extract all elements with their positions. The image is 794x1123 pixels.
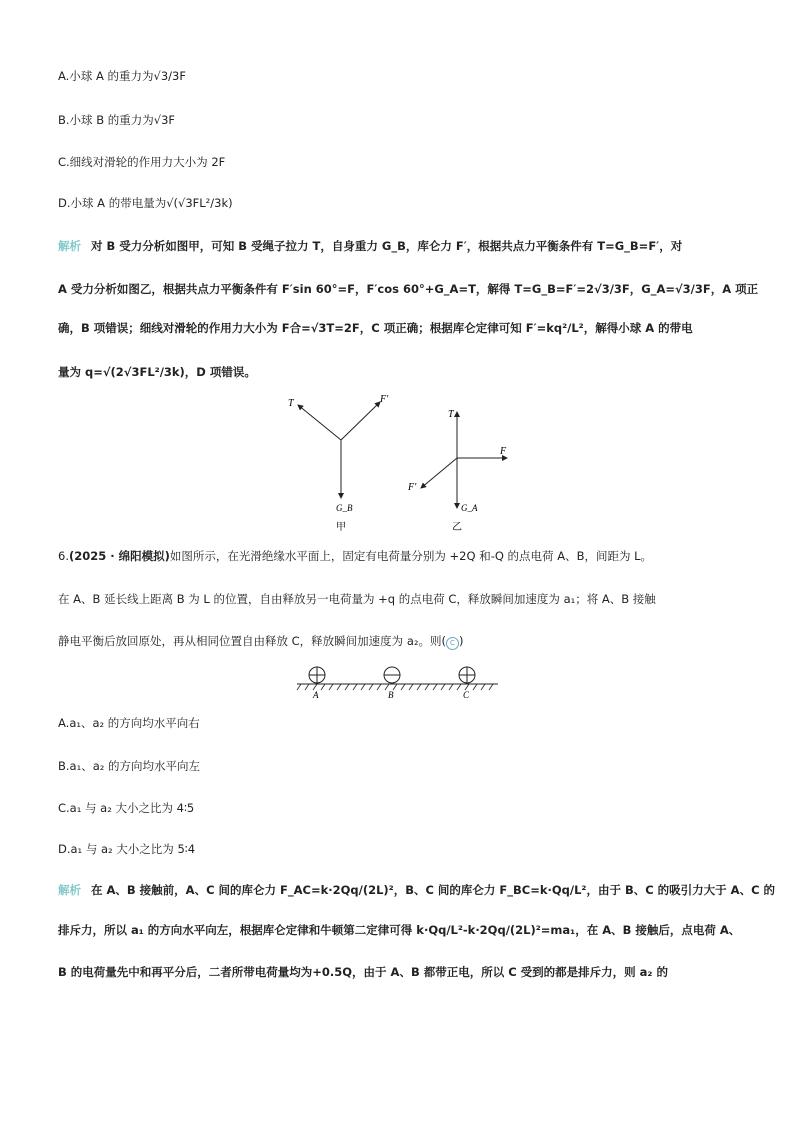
label-GB: G_B bbox=[336, 503, 353, 513]
q6-stem-line3: 静电平衡后放回原处，再从相同位置自由释放 C，释放瞬间加速度为 a₂。则( C ) bbox=[58, 634, 464, 648]
answer-marker: C bbox=[446, 637, 459, 650]
label-F-yi: F bbox=[500, 446, 507, 457]
charge-b-minus bbox=[384, 667, 400, 683]
charge-c-plus bbox=[459, 667, 475, 683]
label-T-jia: T bbox=[288, 398, 294, 409]
charge-a-plus bbox=[309, 667, 325, 683]
q6-option-c: C.a₁ 与 a₂ 大小之比为 4∶5 bbox=[58, 801, 195, 815]
q6-option-d: D.a₁ 与 a₂ 大小之比为 5∶4 bbox=[58, 842, 196, 856]
q6-option-b: B.a₁、a₂ 的方向均水平向左 bbox=[58, 759, 201, 773]
diagram-yi bbox=[407, 409, 507, 533]
label-Fprime-yi: F′ bbox=[408, 482, 417, 493]
diagram-jia bbox=[288, 394, 389, 533]
analysis-tag: 解析 bbox=[58, 883, 81, 897]
q5-option-a: A.小球 A 的重力为√3/3F bbox=[58, 69, 186, 83]
label-A: A bbox=[313, 690, 319, 700]
label-Fprime-jia: F′ bbox=[380, 394, 389, 405]
q5-analysis-line4: 量为 q=√(2√3FL²/3k)，D 项错误。 bbox=[58, 365, 256, 379]
q6-analysis-line1: 解析 在 A、B 接触前，A、C 间的库仑力 F_AC=k·2Qq/(2L)²，B、C 间的库仑力 F_BC=k·Qq/L²，由于 B、C 的吸引力大于 A、C 的 bbox=[58, 883, 776, 897]
q5-analysis-line2: A 受力分析如图乙，根据共点力平衡条件有 F′sin 60°=F，F′cos 60°+G_A=T，解得 T=G_B=F′=2√3/3F，G_A=√3/3F，A 项正 bbox=[58, 282, 759, 296]
q6-analysis-line3: B 的电荷量先中和再平分后，二者所带电荷量均为+0.5Q，由于 A、B 都带正电，所以 C 受到的都是排斥力，则 a₂ 的 bbox=[58, 965, 668, 979]
label-GA: G_A bbox=[461, 503, 478, 513]
caption-yi: 乙 bbox=[452, 522, 462, 533]
charges-figure bbox=[295, 660, 500, 702]
label-C: C bbox=[463, 690, 470, 700]
q6-stem-line2: 在 A、B 延长线上距离 B 为 L 的位置，自由释放另一电荷量为 +q 的点电荷 C，释放瞬间加速度为 a₁；将 A、B 接触 bbox=[58, 592, 656, 606]
force-diagrams bbox=[280, 390, 530, 535]
caption-jia: 甲 bbox=[336, 522, 346, 533]
q6-analysis-line2: 排斥力，所以 a₁ 的方向水平向左，根据库仑定律和牛顿第二定律可得 k·Qq/L²-k·2Qq/(2L)²=ma₁，在 A、B 接触后，点电荷 A、 bbox=[58, 923, 741, 937]
label-T-yi: T bbox=[448, 409, 454, 420]
q5-analysis-line1: 解析 对 B 受力分析如图甲，可知 B 受绳子拉力 T，自身重力 G_B，库仑力 F′，根据共点力平衡条件有 T=G_B=F′，对 bbox=[58, 239, 683, 253]
q5-option-b: B.小球 B 的重力为√3F bbox=[58, 113, 176, 127]
q5-option-d: D.小球 A 的带电量为√(√3FL²/3k) bbox=[58, 196, 233, 210]
q6-option-a: A.a₁、a₂ 的方向均水平向右 bbox=[58, 716, 200, 730]
q5-analysis-line3: 确，B 项错误；细线对滑轮的作用力大小为 F合=√3T=2F，C 项正确；根据库仑定律可知 F′=kq²/L²，解得小球 A 的带电 bbox=[58, 321, 693, 335]
label-B: B bbox=[388, 690, 394, 700]
q6-stem-line1: 6.(2025 · 绵阳模拟)如图所示，在光滑绝缘水平面上，固定有电荷量分别为 +2Q 和-Q 的点电荷 A、B，间距为 L。 bbox=[58, 549, 653, 563]
analysis-tag: 解析 bbox=[58, 239, 81, 253]
q5-option-c: C.细线对滑轮的作用力大小为 2F bbox=[58, 155, 226, 169]
